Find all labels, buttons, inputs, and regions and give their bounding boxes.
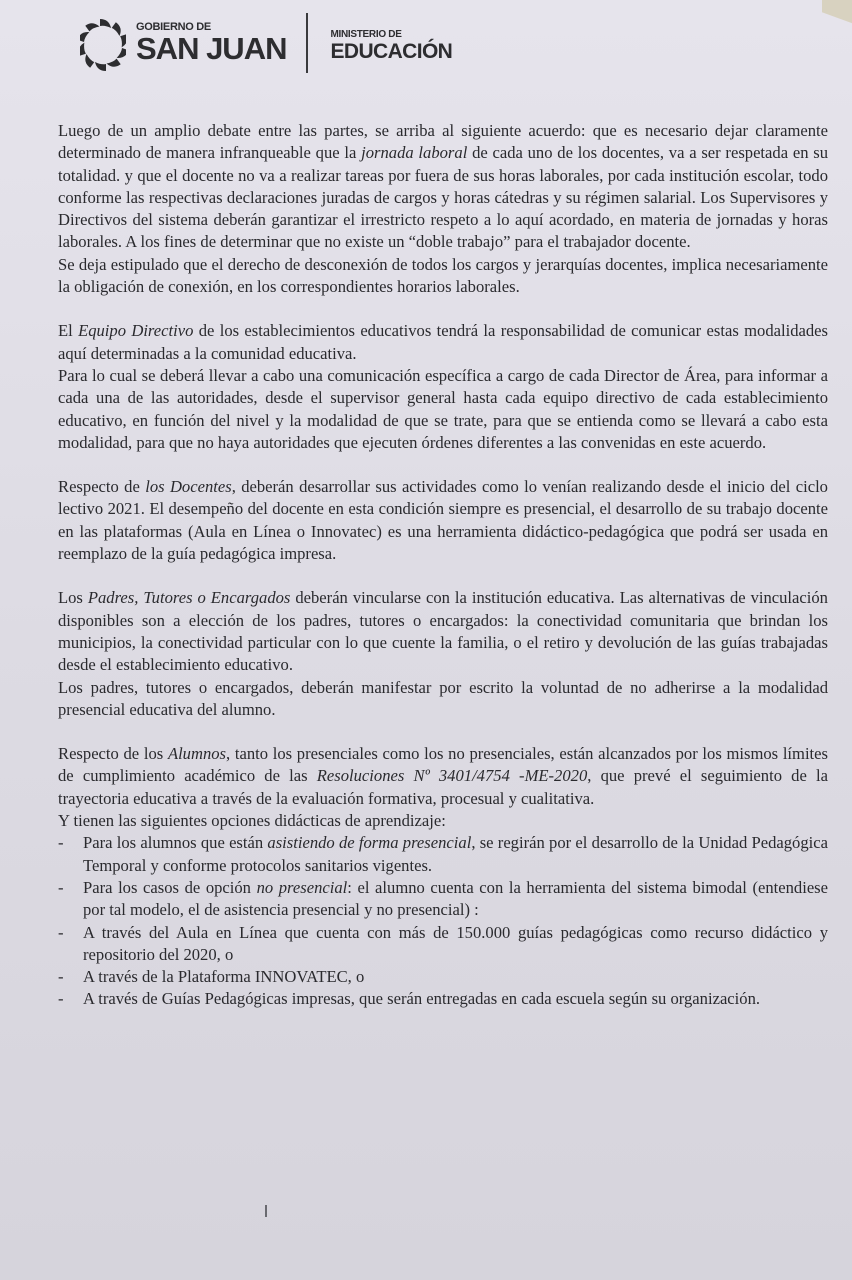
sun-swirl-logo-icon: [80, 11, 126, 75]
ministry-small-label: MINISTERIO DE: [330, 28, 402, 40]
italic-text: no presencial: [256, 877, 348, 897]
list-item: [58, 988, 828, 1010]
dash-bullet: -: [58, 877, 64, 897]
text: Para los casos de opción: [83, 877, 257, 897]
text: Los: [58, 588, 88, 608]
italic-text: Padres, Tutores o Encargados: [87, 588, 291, 608]
spacer: [58, 565, 828, 587]
gov-small-label: GOBIERNO DE: [136, 21, 211, 33]
paragraph-comunicacion: Para lo cual se deberá llevar a cabo una comunicación específica a cargo de cada Director de Área, para informar a cada una de las autoridades, desde el supervisor general hasta cada equipo directivo de cada establecimiento educativo, en función del nivel y la modalidad de que se trate, para que se entienda como se llevará a cabo esta modalidad, para que no haya autoridades que ejecuten órdenes diferentes a las convenidas en este acuerdo.: [58, 365, 828, 452]
spacer: [58, 298, 828, 320]
paragraph-docentes: [58, 476, 828, 565]
text: Para los alumnos que están: [83, 833, 268, 853]
dash-bullet: -: [58, 989, 64, 1009]
spacer: [58, 454, 828, 476]
gov-big-label: SAN JUAN: [136, 31, 287, 66]
text: A través del Aula en Línea que cuenta con más de 150.000 guías pedagógicas como recurso didáctico y repositorio del 2020, o: [83, 922, 828, 964]
paragraph-padres-escrito: Los padres, tutores o encargados, deberán manifestar por escrito la voluntad de no adherirse a la modalidad presencial educativa del alumno.: [58, 677, 828, 719]
ministry-logo-text: [330, 29, 452, 64]
text: , deberán desarrollar sus actividades como lo venían realizando desde el inicio del ciclo lectivo 2021. El desempeño del docente en esta condición siempre es presencial, el desarrollo de su trabajo docente en las plataformas (Aula en Línea o Innovatec) es una herramienta didáctico-pedagógica que podrá ser usada en reemplazo de la guía pedagógica impresa.: [58, 477, 828, 564]
list-item: [58, 832, 828, 877]
paragraph-alumnos: [58, 743, 828, 810]
italic-text: Equipo Directivo: [78, 321, 194, 341]
dash-bullet: -: [58, 833, 64, 853]
list-item: [58, 922, 828, 967]
text: El: [58, 321, 79, 341]
italic-text: jornada laboral: [361, 143, 468, 163]
stray-mark: [265, 1205, 267, 1217]
dash-bullet: -: [58, 922, 64, 942]
document-body: [58, 120, 828, 1011]
list-item: [58, 877, 828, 922]
spacer: [58, 721, 828, 743]
dash-bullet: -: [58, 967, 64, 987]
header-divider: [306, 13, 308, 73]
paragraph-equipo-directivo: [58, 320, 828, 365]
options-list: [58, 832, 828, 1010]
text: Respecto de los: [58, 744, 168, 764]
text: de los establecimientos educativos tendrá la responsabilidad de comunicar estas modalidades aquí determinadas a la comunidad educativa.: [58, 321, 828, 363]
paragraph-jornada: [58, 120, 828, 254]
text: , se regirán por el desarrollo de la Unidad Pedagógica Temporal y conforme protocolos sanitarios vigentes.: [83, 833, 828, 875]
text: A través de la Plataforma INNOVATEC, o: [83, 967, 365, 987]
text: : el alumno cuenta con la herramienta del sistema bimodal (entendiese por tal modelo, el de asistencia presencial y no presencial) :: [83, 877, 829, 920]
text: deberán vincularse con la institución educativa. Las alternativas de vinculación disponibles son a elección de los padres, tutores o encargados: la conectividad comunitaria que brindan los municipios, la conectividad particular con lo que cuente la familia, o el retiro y devolución de las guías trabajadas desde el establecimiento educativo.: [58, 588, 828, 675]
italic-text: Resoluciones Nº 3401/4754 -ME-2020: [316, 766, 588, 786]
paragraph-desconexion: Se deja estipulado que el derecho de desconexión de todos los cargos y jerarquías docentes, implica necesariamente la obligación de conexión, en los correspondientes horarios laborales.: [58, 254, 828, 297]
text: A través de Guías Pedagógicas impresas, que serán entregadas en cada escuela según su organización.: [83, 989, 761, 1009]
text: , que prevé el seguimiento de la trayectoria educativa a través de la evaluación formativa, procesual y cualitativa.: [58, 766, 828, 808]
text: Luego de un amplio debate entre las partes, se arriba al siguiente acuerdo: que es necesario dejar claramente determinado de manera infranqueable que la: [58, 121, 828, 163]
list-item: [58, 966, 828, 988]
italic-text: los Docentes: [145, 477, 232, 497]
text: de cada uno de los docentes, va a ser respetada en su totalidad. y que el docente no va a realizar tareas por fuera de sus horas laborales, por cada institución escolar, todo conforme las respectivas declaraciones juradas de cargos y horas cátedras y su régimen salarial. Los Supervisores y Directivos del sistema deberán garantizar el irrestricto respeto a lo aquí acordado, en materia de jornadas y horas laborales. A los fines de determinar que no existe un “doble trabajo” para el trabajador docente.: [58, 143, 829, 252]
ministry-big-label: EDUCACIÓN: [330, 39, 453, 63]
paper-corner-shadow: [822, 0, 852, 40]
paragraph-padres: [58, 587, 828, 676]
text: Respecto de: [58, 477, 146, 497]
paragraph-opciones: Y tienen las siguientes opciones didácticas de aprendizaje:: [58, 811, 446, 831]
letterhead: [80, 10, 452, 76]
text: , tanto los presenciales como los no presenciales, están alcanzados por los mismos límites de cumplimiento académico de las: [58, 744, 828, 786]
italic-text: Alumnos: [167, 744, 227, 764]
italic-text: asistiendo de forma presencial: [267, 833, 472, 853]
government-logo-text: [136, 21, 286, 65]
